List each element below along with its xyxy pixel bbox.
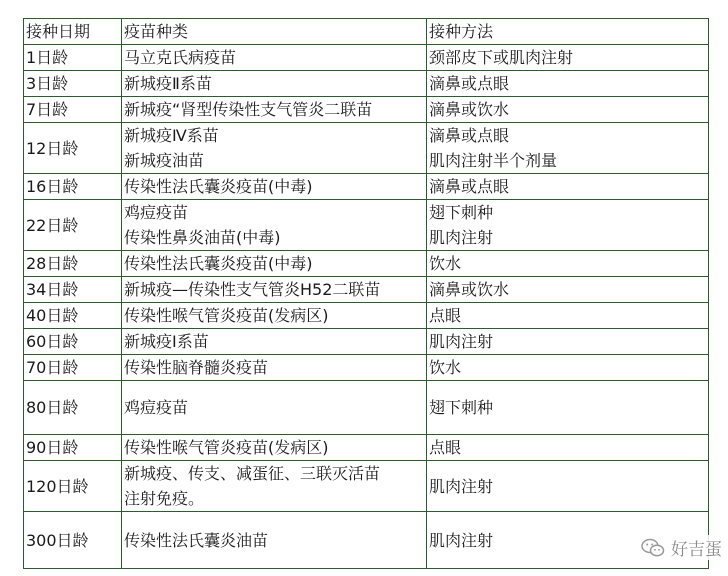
row-vaccine: 新城疫Ⅱ系苗 [122,71,427,97]
row-date: 7日龄 [24,97,122,123]
header-method: 接种方法 [427,19,709,45]
row-method-cell [427,200,709,251]
row-vaccine: 传染性脑脊髓炎疫苗 [122,355,427,381]
row-vaccine: 新城疫—传染性支气管炎H52二联苗 [122,277,427,303]
row-vaccine: 传染性法氏囊炎疫苗(中毒) [122,251,427,277]
row-date: 1日龄 [24,45,122,71]
table-row [24,97,709,123]
row-vaccine: 新城疫Ⅰ系苗 [122,329,427,355]
row-method: 肌肉注射 [427,461,709,512]
vaccination-schedule-table [23,18,709,569]
row-date: 28日龄 [24,251,122,277]
row-method: 肌肉注射 [429,228,494,247]
row-vaccine: 传染性喉气管炎疫苗(发病区) [122,303,427,329]
table-row [24,512,709,569]
row-date: 120日龄 [24,461,122,512]
header-date: 接种日期 [24,19,122,45]
row-vaccine-cell [122,200,427,251]
row-method: 滴鼻或饮水 [427,97,709,123]
row-method: 翅下刺种 [427,381,709,435]
row-vaccine: 新城疫Ⅳ系苗 [124,126,219,145]
row-vaccine: 马立克氏病疫苗 [122,45,427,71]
row-date: 80日龄 [24,381,122,435]
row-date: 16日龄 [24,174,122,200]
row-vaccine: 新城疫、传支、减蛋征、三联灭活苗 [124,464,381,483]
table-row [24,329,709,355]
table-row [24,251,709,277]
row-method: 点眼 [427,435,709,461]
table-row [24,174,709,200]
row-date: 70日龄 [24,355,122,381]
watermark [639,535,724,560]
row-method: 滴鼻或点眼 [429,126,510,145]
table-row [24,277,709,303]
row-date: 60日龄 [24,329,122,355]
row-method: 肌肉注射 [427,512,709,569]
row-vaccine: 传染性法氏囊炎油苗 [122,512,427,569]
table-row [24,355,709,381]
table-header-row [24,19,709,45]
row-method: 颈部皮下或肌肉注射 [427,45,709,71]
row-method: 滴鼻或点眼 [427,174,709,200]
row-vaccine: 鸡痘疫苗 [122,381,427,435]
row-date: 3日龄 [24,71,122,97]
row-method-cell [427,123,709,174]
table-row [24,71,709,97]
row-vaccine: 鸡痘疫苗 [124,203,189,222]
table-row [24,123,709,174]
table-row [24,200,709,251]
row-vaccine-cell [122,123,427,174]
row-vaccine: 新城疫“肾型传染性支气管炎二联苗 [122,97,427,123]
row-method: 饮水 [427,251,709,277]
row-vaccine: 注射免疫。 [124,489,205,508]
table-row [24,45,709,71]
table-row [24,461,709,512]
row-date: 34日龄 [24,277,122,303]
row-date: 22日龄 [24,200,122,251]
row-date: 40日龄 [24,303,122,329]
row-method: 点眼 [427,303,709,329]
row-method: 滴鼻或饮水 [427,277,709,303]
row-method: 饮水 [427,355,709,381]
row-date: 12日龄 [24,123,122,174]
row-vaccine: 传染性喉气管炎疫苗(发病区) [122,435,427,461]
row-vaccine: 传染性鼻炎油苗(中毒) [124,228,281,247]
watermark-text: 好吉蛋 [671,540,722,560]
row-vaccine-cell [122,461,427,512]
wechat-icon [641,538,665,558]
row-date: 300日龄 [24,512,122,569]
table-row [24,435,709,461]
row-vaccine: 传染性法氏囊炎疫苗(中毒) [122,174,427,200]
row-method: 肌肉注射 [427,329,709,355]
row-vaccine: 新城疫油苗 [124,151,205,170]
table-row [24,303,709,329]
row-method: 滴鼻或点眼 [427,71,709,97]
row-date: 90日龄 [24,435,122,461]
row-method: 翅下刺种 [429,203,494,222]
header-vaccine: 疫苗种类 [122,19,427,45]
row-method: 肌肉注射半个剂量 [429,151,558,170]
table-row [24,381,709,435]
